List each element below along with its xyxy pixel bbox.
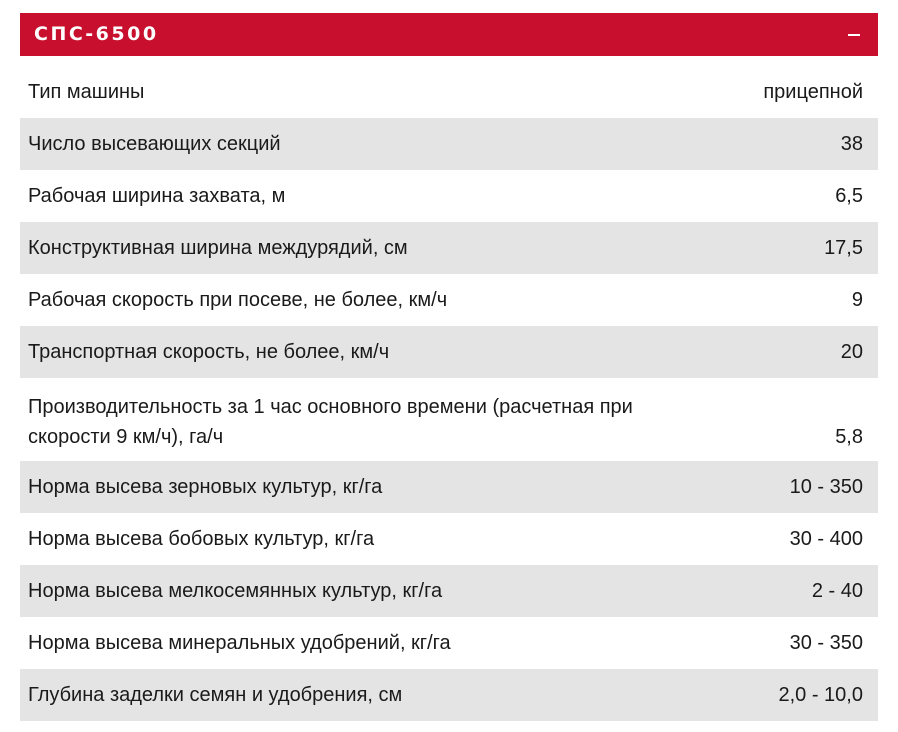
spec-value: 10 - 350 (789, 476, 863, 498)
spec-row-row-spacing (20, 222, 878, 274)
spec-value: 5,8 (835, 426, 863, 448)
spec-label: Глубина заделки семян и удобрения, см (28, 684, 403, 706)
spec-row-sections (20, 118, 878, 170)
spec-row-machine-type (20, 66, 878, 118)
spec-value: 30 - 400 (789, 528, 863, 550)
spec-label: Норма высева зерновых культур, кг/га (28, 476, 383, 498)
spec-value: прицепной (763, 81, 863, 103)
spec-row-productivity (20, 378, 878, 461)
spec-label: Число высевающих секций (28, 133, 281, 155)
spec-label: Тип машины (28, 81, 145, 103)
panel-title: СПС-6500 (34, 23, 159, 45)
spec-value: 30 - 350 (789, 632, 863, 654)
spec-value: 9 (851, 289, 863, 311)
spec-label: Норма высева минеральных удобрений, кг/га (28, 632, 451, 654)
minus-icon (848, 34, 860, 36)
spec-row-working-width (20, 170, 878, 222)
spec-label: Производительность за 1 час основного времени (расчетная при скорости 9 км/ч), га/ч (28, 396, 633, 448)
spec-row-seeding-depth (20, 669, 878, 721)
spec-table (20, 66, 878, 721)
collapse-toggle[interactable] (846, 25, 862, 45)
spec-value: 17,5 (824, 237, 863, 259)
spec-value: 38 (840, 133, 863, 155)
spec-row-fertilizer-rate (20, 617, 878, 669)
spec-row-legume-rate (20, 513, 878, 565)
spec-row-sowing-speed (20, 274, 878, 326)
spec-label: Рабочая скорость при посеве, не более, км/ч (28, 289, 448, 311)
spec-label: Норма высева бобовых культур, кг/га (28, 528, 375, 550)
spec-value: 2 - 40 (811, 580, 863, 602)
spec-label: Норма высева мелкосемянных культур, кг/га (28, 580, 443, 602)
spec-value: 6,5 (835, 185, 863, 207)
spec-row-grain-rate (20, 461, 878, 513)
spec-row-small-seed-rate (20, 565, 878, 617)
spec-panel-header[interactable] (20, 13, 878, 56)
spec-panel (20, 13, 878, 721)
spec-label: Транспортная скорость, не более, км/ч (28, 341, 390, 363)
spec-value: 2,0 - 10,0 (778, 684, 863, 706)
spec-label: Рабочая ширина захвата, м (28, 185, 286, 207)
spec-value: 20 (840, 341, 863, 363)
spec-row-transport-speed (20, 326, 878, 378)
spec-label: Конструктивная ширина междурядий, см (28, 237, 408, 259)
